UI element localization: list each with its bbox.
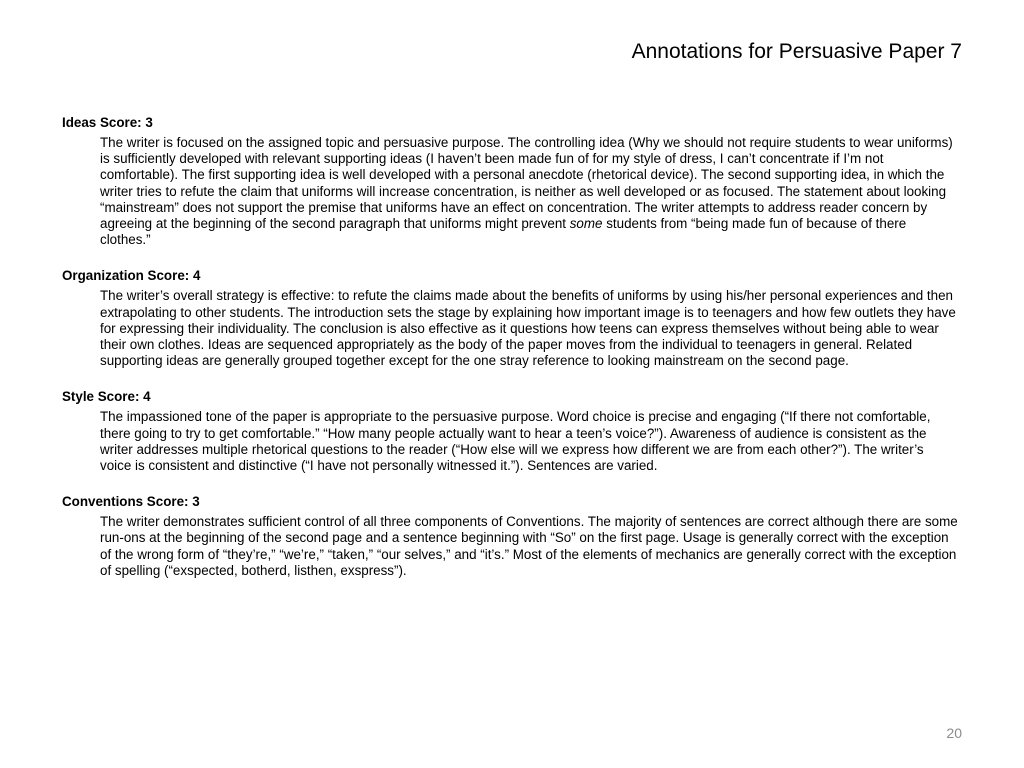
ideas-score-heading: Ideas Score: 3 — [62, 115, 153, 130]
conventions-section — [62, 492, 962, 579]
style-annotation-text: The impassioned tone of the paper is appropriate to the persuasive purpose. Word choice is precise and engaging (“If there not comfortable, there going to try to get comfortable.” “How many people actually want to hear a teen’s voice?”). Awareness of audience is consistent as the writer addresses multiple rhetorical questions to the reader (“How else will we express how different we are from each other?”). The writer’s voice is consistent and distinctive (“I have not personally witnessed it.”). Sentences are varied. — [100, 409, 931, 474]
organization-section — [62, 266, 962, 369]
ideas-emphasis-word: some — [569, 216, 603, 232]
ideas-text-part-2: students from “being made fun of because of there clothes.” — [100, 216, 907, 248]
organization-annotation-text: The writer’s overall strategy is effective: to refute the claims made about the benefits of uniforms by using his/her personal experiences and then extrapolating to other students. The introduction sets the stage by explaining how important image is to teenagers and how few outlets they have for expressing their individuality. The conclusion is also effective as it questions how teens can express themselves without being able to wear their own clothes. Ideas are sequenced appropriately as the body of the paper moves from the individual to teenagers in general. Related supporting ideas are generally grouped together except for the one stray reference to looking mainstream on the second page. — [100, 288, 956, 369]
conventions-score-heading: Conventions Score: 3 — [62, 494, 200, 510]
ideas-annotation-text — [100, 135, 962, 248]
style-section — [62, 387, 962, 474]
conventions-annotation-text: The writer demonstrates sufficient control of all three components of Conventions. The majority of sentences are correct although there are some run-ons at the beginning of the second page and a sentence beginning with “So” on the first page. Usage is generally correct with the exception of the wrong form of “they’re,” “we’re,” “taken,” “our selves,” and “it’s.” Most of the elements of mechanics are generally correct with the exception of spelling (“exspected, botherd, listhen, exspress”). — [100, 514, 958, 578]
organization-score-heading: Organization Score: 4 — [62, 268, 201, 284]
style-score-heading: Style Score: 4 — [62, 389, 151, 405]
ideas-section — [62, 113, 962, 248]
slide-title: Annotations for Persuasive Paper 7 — [631, 40, 962, 63]
annotations-list — [62, 113, 962, 597]
page-number: 20 — [946, 725, 962, 741]
ideas-text-part-1: The writer is focused on the assigned topic and persuasive purpose. The controlling idea (Why we should not require students to wear uniforms) is sufficiently developed with relevant supporting ideas (I haven’t been made fun of for my style of dress, I can’t concentrate if I’m not comfortable). The first supporting idea is well developed with a personal anecdote (rhetorical device). The second supporting idea, in which the writer tries to refute the claim that uniforms will increase concentration, is neither as well developed or as focused. The statement about looking “mainstream” does not support the premise that uniforms have an effect on concentration. The writer attempts to address reader concern by agreeing at the beginning of the second paragraph that uniforms might prevent — [100, 135, 953, 232]
